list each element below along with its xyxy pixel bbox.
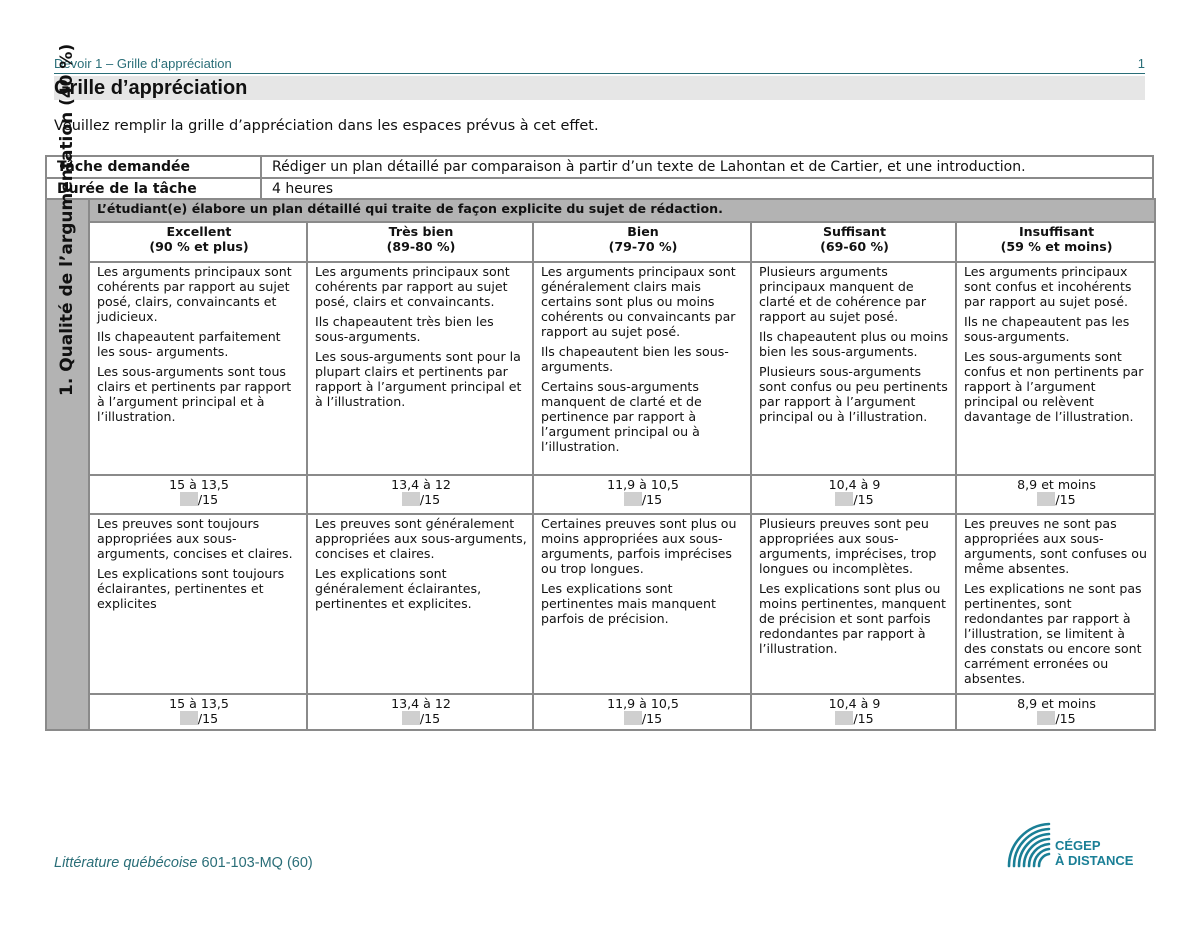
score-input-box[interactable] [180,711,198,725]
criterion-text: Plusieurs arguments principaux manquent de clarté et de cohérence par rapport au sujet posé. [759,264,926,324]
level-name: Insuffisant [1018,224,1095,239]
score-input-box[interactable] [1037,492,1055,506]
criterion-text: Les preuves ne sont pas appropriées aux sous-arguments, sont confuses ou même absentes. [964,516,1147,576]
score-range: 11,9 à 10,5 [607,696,679,711]
logo-line1: CÉGEP [1055,838,1101,853]
score-cell [751,694,956,730]
score-cell [956,694,1155,730]
level-name: Suffisant [822,224,887,239]
rubric-banner: L’étudiant(e) élabore un plan détaillé qui traite de façon explicite du sujet de rédaction. [89,199,1155,222]
score-range: 10,4 à 9 [828,477,881,492]
level-range: (59 % et moins) [1000,239,1113,254]
criterion-text: Les preuves sont toujours appropriées aux sous-arguments, concises et claires. [97,516,293,561]
criterion-text: Les explications sont généralement éclairantes, pertinentes et explicites. [315,566,482,611]
score-total: /15 [419,492,441,507]
criterion-cell [307,262,533,475]
criterion-cell [533,262,751,475]
level-header [89,222,307,262]
footer-course [54,855,313,871]
score-cell [89,694,307,730]
level-range: (89-80 %) [386,239,456,254]
running-header [54,56,1145,72]
score-cell [751,475,956,514]
footer-course-code: 601-103-MQ (60) [197,855,313,871]
score-range: 15 à 13,5 [169,696,229,711]
criterion-text: Les explications ne sont pas pertinentes, sont redondantes par rapport à l’illustration, se limitent à des constats ou encore sont carrément erronées ou absentes. [964,581,1142,686]
criterion-cell [307,514,533,694]
level-header [751,222,956,262]
score-total: /15 [853,492,874,507]
criterion-text: Les arguments principaux sont confus et incohérents par rapport au sujet posé. [964,264,1132,309]
score-total: /15 [1055,492,1076,507]
score-cell [89,475,307,514]
section-label: 1. Qualité de l’argumentation (40 %) [57,43,77,396]
task-value: Rédiger un plan détaillé par comparaison à partir d’un texte de Lahontan et de Cartier, et une introduction. [261,156,1153,178]
score-total: /15 [419,711,441,726]
score-total: /15 [641,492,663,507]
criterion-text: Les explications sont toujours éclairantes, pertinentes et explicites [97,566,285,611]
level-name: Très bien [388,224,454,239]
level-header [533,222,751,262]
footer-course-name: Littérature québécoise [54,855,198,871]
score-total: /15 [197,492,219,507]
score-cell [307,694,533,730]
score-input-box[interactable] [180,492,198,506]
criterion-text: Plusieurs preuves sont peu appropriées aux sous-arguments, imprécises, trop longues ou incomplètes. [759,516,937,576]
score-cell [533,475,751,514]
score-range: 8,9 et moins [1017,696,1096,711]
logo-line2: À DISTANCE [1055,853,1134,868]
level-range: (90 % et plus) [149,239,249,254]
criterion-text: Ils chapeautent très bien les sous-arguments. [315,314,494,344]
score-range: 15 à 13,5 [169,477,229,492]
criterion-cell [956,514,1155,694]
criterion-cell [533,514,751,694]
criterion-text: Les explications sont plus ou moins pertinentes, manquent de précision et sont parfois redondantes par rapport à l’illustration. [759,581,946,656]
score-input-box[interactable] [835,711,853,725]
score-total: /15 [197,711,219,726]
criterion-text: Certains sous-arguments manquent de clarté et de pertinence par rapport à l’argument principal ou à l’illustration. [541,379,702,454]
score-cell [307,475,533,514]
criterion-text: Certaines preuves sont plus ou moins appropriées aux sous-arguments, parfois imprécises ou trop longues. [541,516,737,576]
score-input-box[interactable] [402,492,420,506]
level-name: Excellent [166,224,232,239]
score-input-box[interactable] [835,492,853,506]
criterion-text: Les arguments principaux sont généralement clairs mais certains sont plus ou moins cohérents ou convaincants par rapport au sujet posé. [541,264,736,339]
page-title: Grille d’appréciation [54,77,248,99]
level-name: Bien [627,224,659,239]
header-doc-title: Devoir 1 – Grille d’appréciation [54,56,232,71]
level-header [307,222,533,262]
level-header [956,222,1155,262]
criterion-cell [751,262,956,475]
criterion-text: Ils chapeautent plus ou moins bien les sous-arguments. [759,329,949,359]
score-total: /15 [1055,711,1076,726]
criterion-text: Les preuves sont généralement appropriées aux sous-arguments, concises et claires. [315,516,527,561]
score-range: 8,9 et moins [1017,477,1096,492]
rubric-table [45,198,1156,731]
score-range: 10,4 à 9 [828,696,881,711]
criterion-text: Les arguments principaux sont cohérents par rapport au sujet posé, clairs et convaincants. [315,264,510,309]
task-label: Tâche demandée [46,156,261,178]
criterion-text: Les arguments principaux sont cohérents par rapport au sujet posé, clairs, convaincants et judicieux. [97,264,292,324]
duration-label: Durée de la tâche [46,178,261,200]
duration-value: 4 heures [261,178,1153,200]
criterion-text: Les explications sont pertinentes mais manquent parfois de précision. [541,581,716,626]
logo-text [1055,838,1133,868]
criterion-text: Plusieurs sous-arguments sont confus ou peu pertinents par rapport à l’argument principal ou à l’illustration. [759,364,948,424]
score-total: /15 [853,711,874,726]
criterion-text: Ils ne chapeautent pas les sous-arguments. [964,314,1130,344]
score-cell [956,475,1155,514]
instructions: Veuillez remplir la grille d’appréciation dans les espaces prévus à cet effet. [54,118,599,134]
score-range: 13,4 à 12 [391,696,451,711]
criterion-cell [751,514,956,694]
criterion-text: Les sous-arguments sont confus et non pertinents par rapport à l’argument principal ou relèvent davantage de l’illustration. [964,349,1144,424]
score-range: 11,9 à 10,5 [607,477,679,492]
page-number: 1 [1137,56,1145,71]
duration-row [46,178,1153,200]
score-input-box[interactable] [624,711,642,725]
criterion-cell [89,514,307,694]
level-range: (79-70 %) [608,239,678,254]
criterion-text: Ils chapeautent bien les sous-arguments. [541,344,729,374]
level-range: (69-60 %) [820,239,889,254]
task-row [46,156,1153,178]
score-total: /15 [641,711,663,726]
score-input-box[interactable] [624,492,642,506]
score-input-box[interactable] [402,711,420,725]
score-input-box[interactable] [1037,711,1055,725]
criterion-text: Ils chapeautent parfaitement les sous- arguments. [97,329,281,359]
criterion-text: Les sous-arguments sont tous clairs et pertinents par rapport à l’argument principal et à l’illustration. [97,364,292,424]
criterion-cell [956,262,1155,475]
criterion-text: Les sous-arguments sont pour la plupart clairs et pertinents par rapport à l’argument principal et à l’illustration. [315,349,522,409]
task-info-table [45,155,1154,201]
score-range: 13,4 à 12 [391,477,451,492]
score-cell [533,694,751,730]
header-divider [54,73,1145,74]
criterion-cell [89,262,307,475]
